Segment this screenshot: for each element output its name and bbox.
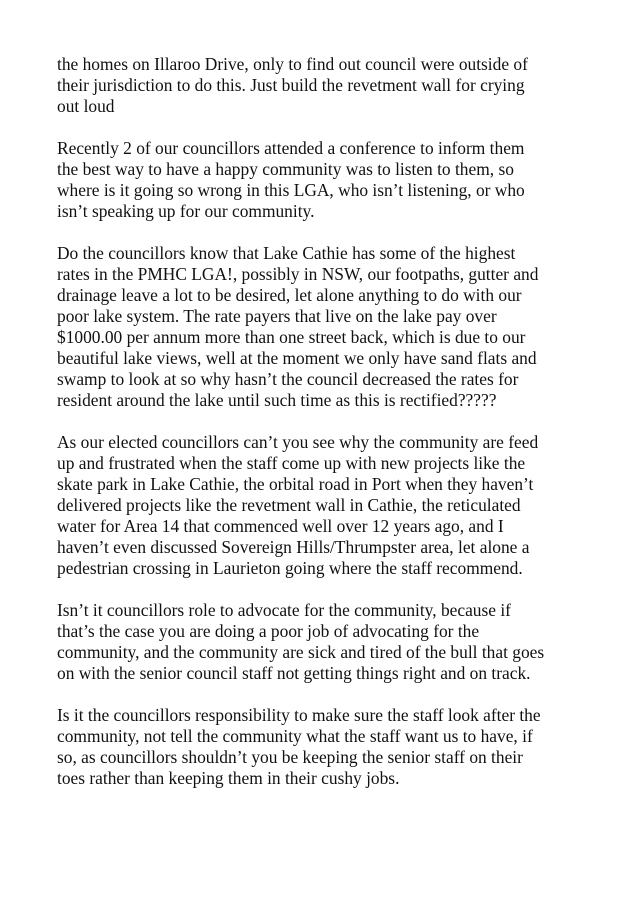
paragraph-conference: Recently 2 of our councillors attended a conference to inform them the best way to have a happy community was to listen to them, so where is it going so wrong in this LGA, who isn’t listening, or who isn’t speaking up for our community.: [57, 138, 525, 221]
document-body: [57, 54, 587, 810]
paragraph-projects: As our elected councillors can’t you see why the community are feed up and frustrated when the staff come up with new projects like the skate park in Lake Cathie, the orbital road in Port when they haven’t delivered projects like the revetment wall in Cathie, the reticulated water for Area 14 that commenced well over 12 years ago, and I haven’t even discussed Sovereign Hills/Thrumpster area, let alone a pedestrian crossing in Laurieton going where the staff recommend.: [57, 432, 539, 578]
paragraph-illaroo-drive: the homes on Illaroo Drive, only to find out council were outside of their jurisdiction to do this. Just build the revetment wall for crying out loud: [57, 54, 528, 116]
paragraph-advocacy: Isn’t it councillors role to advocate for the community, because if that’s the case you are doing a poor job of advocating for the community, and the community are sick and tired of the bull that goes on with the senior council staff not getting things right and on track.: [57, 600, 545, 683]
paragraph-rates: Do the councillors know that Lake Cathie has some of the highest rates in the PMHC LGA!, possibly in NSW, our footpaths, gutter and drainage leave a lot to be desired, let alone anything to do with our poor lake system. The rate payers that live on the lake pay over $1000.00 per annum more than one street back, which is due to our beautiful lake views, well at the moment we only have sand flats and swamp to look at so why hasn’t the council decreased the rates for resident around the lake until such time as this is rectified?????: [57, 243, 539, 410]
paragraph-responsibility: Is it the councillors responsibility to make sure the staff look after the community, not tell the community what the staff want us to have, if so, as councillors shouldn’t you be keeping the senior staff on their toes rather than keeping them in their cushy jobs.: [57, 705, 541, 788]
